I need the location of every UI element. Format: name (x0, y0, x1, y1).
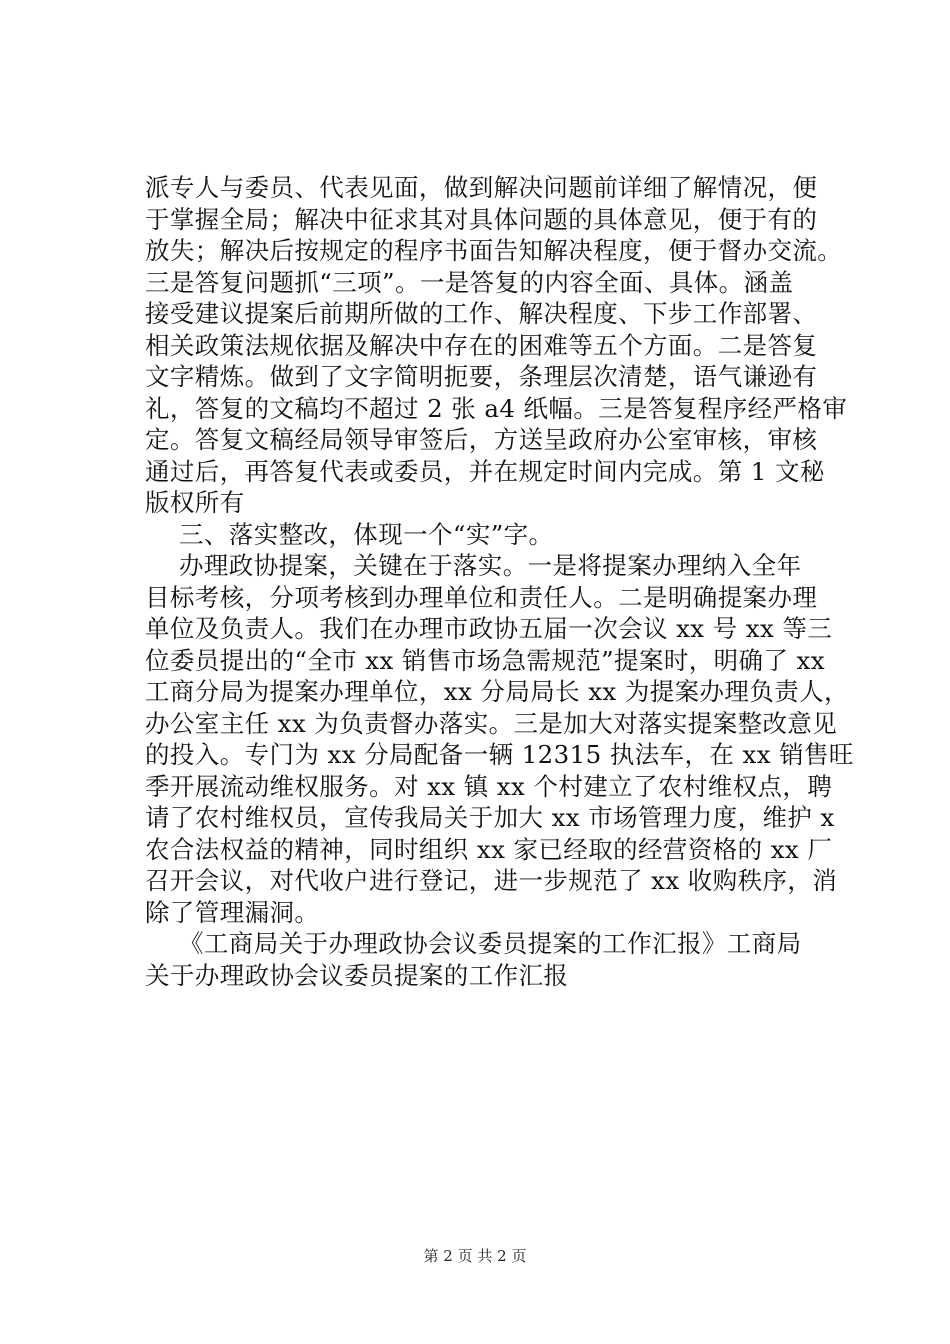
text-line: 农合法权益的精神，同时组织 xx 家已经取的经营资格的 xx 厂 (145, 834, 833, 864)
text-line: 通过后，再答复代表或委员，并在规定时间内完成。第 1 文秘 (145, 456, 825, 486)
text-line: 相关政策法规依据及解决中存在的困难等五个方面。二是答复 (145, 330, 818, 360)
text-line: 除了管理漏洞。 (145, 897, 320, 927)
text-line: 三、落实整改，体现一个“实”字。 (179, 519, 554, 549)
text-line: 目标考核，分项考核到办理单位和责任人。二是明确提案办理 (145, 582, 818, 612)
text-line: 接受建议提案后前期所做的工作、解决程度、下步工作部署、 (145, 299, 818, 328)
text-line: 文字精炼。做到了文字简明扼要，条理层次清楚，语气谦逊有 (145, 362, 818, 391)
text-line: 礼，答复的文稿均不超过 2 张 a4 纸幅。三是答复程序经严格审 (145, 393, 848, 423)
document-body (145, 172, 854, 991)
text-line: 于掌握全局；解决中征求其对具体问题的具体意见，便于有的 (145, 204, 818, 234)
page-footer: 第 2 页 共 2 页 (423, 1247, 527, 1265)
text-line: 位委员提出的“全市 xx 销售市场急需规范”提案时，明确了 xx (145, 645, 825, 675)
text-line: 《工商局关于办理政协会议委员提案的工作汇报》工商局 (179, 929, 802, 958)
text-line: 三是答复问题抓“三项”。一是答复的内容全面、具体。涵盖 (145, 267, 794, 297)
text-line: 请了农村维权员，宣传我局关于加大 xx 市场管理力度，维护 x (145, 803, 835, 832)
text-line: 版权所有 (145, 488, 245, 517)
text-line: 关于办理政协会议委员提案的工作汇报 (145, 960, 569, 990)
text-line: 季开展流动维权服务。对 xx 镇 xx 个村建立了农村维权点，聘 (145, 771, 833, 801)
text-line: 的投入。专门为 xx 分局配备一辆 12315 执法车，在 xx 销售旺 (145, 740, 854, 769)
text-line: 单位及负责人。我们在办理市政协五届一次会议 xx 号 xx 等三 (145, 614, 833, 643)
text-line: 办理政协提案，关键在于落实。一是将提案办理纳入全年 (179, 551, 802, 580)
text-line: 召开会议，对代收户进行登记，进一步规范了 xx 收购秩序，消 (145, 866, 838, 895)
text-line: 定。答复文稿经局领导审签后，方送呈政府办公室审核，审核 (145, 425, 818, 454)
text-line: 工商分局为提案办理单位，xx 分局局长 xx 为提案办理负责人， (145, 677, 849, 706)
text-line: 办公室主任 xx 为负责督办落实。三是加大对落实提案整改意见 (145, 708, 838, 738)
text-line: 放失；解决后按规定的程序书面告知解决程度，便于督办交流。 (145, 236, 843, 265)
text-line: 派专人与委员、代表见面，做到解决问题前详细了解情况，便 (145, 173, 818, 202)
